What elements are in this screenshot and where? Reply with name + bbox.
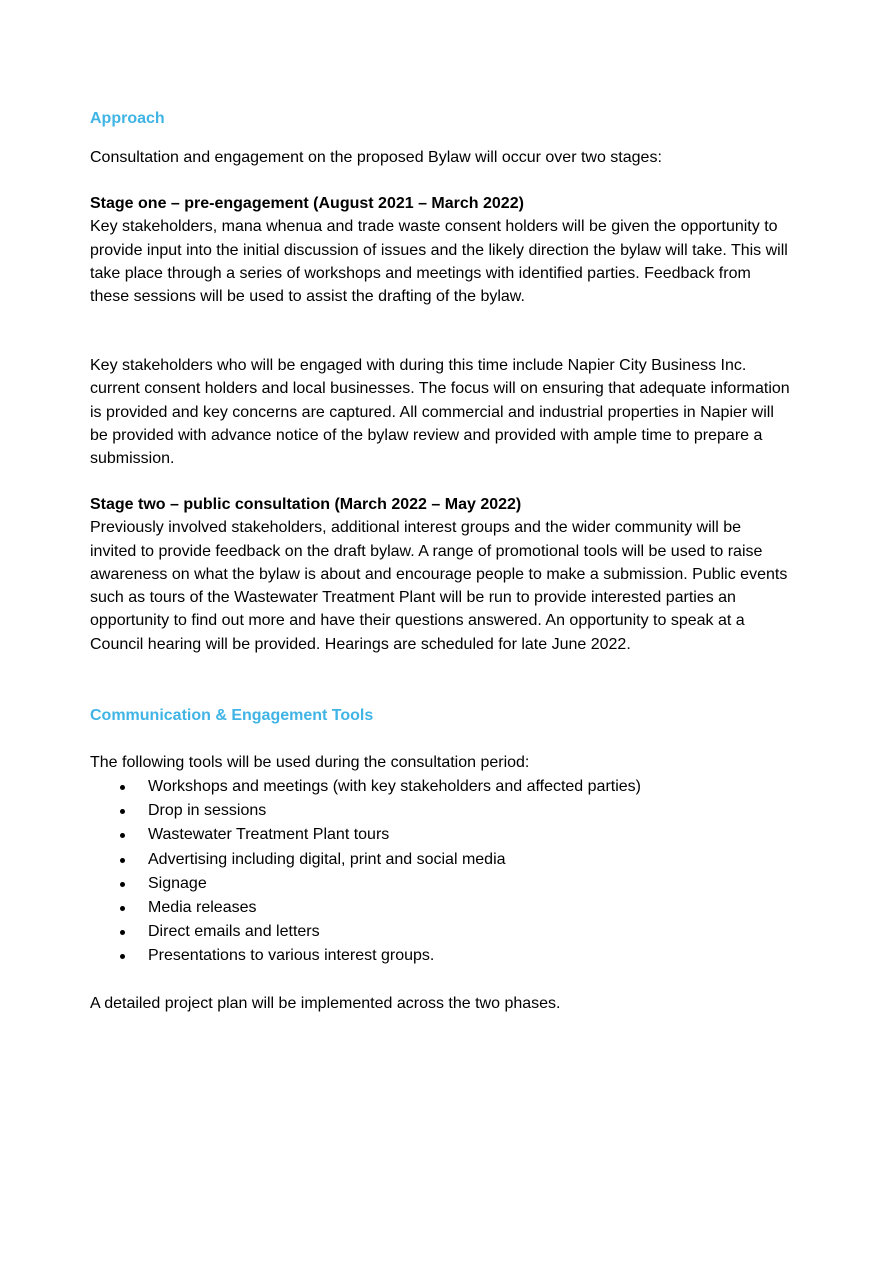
tools-heading: Communication & Engagement Tools xyxy=(90,707,374,724)
list-item-text: Presentations to various interest groups. xyxy=(148,947,435,965)
list-item xyxy=(90,823,641,847)
list-item-text: Wastewater Treatment Plant tours xyxy=(148,826,390,844)
stage-two-title: Stage two – public consultation (March 2022 – May 2022) xyxy=(90,496,522,513)
stage-one-section xyxy=(90,192,790,308)
list-item-text: Advertising including digital, print and social media xyxy=(148,850,506,868)
bullet-icon xyxy=(120,833,125,838)
stage-one-title: Stage one – pre-engagement (August 2021 – March 2022) xyxy=(90,195,524,212)
list-item xyxy=(90,944,641,968)
list-item xyxy=(90,896,641,920)
list-item xyxy=(90,848,641,872)
list-item-text: Workshops and meetings (with key stakeholders and affected parties) xyxy=(148,778,641,795)
tools-closing: A detailed project plan will be implemented across the two phases. xyxy=(90,995,561,1012)
list-item-text: Media releases xyxy=(148,899,257,917)
bullet-icon xyxy=(120,954,125,959)
bullet-icon xyxy=(120,858,125,863)
stage-two-section xyxy=(90,493,790,656)
bullet-icon xyxy=(120,930,125,935)
approach-intro: Consultation and engagement on the proposed Bylaw will occur over two stages: xyxy=(90,149,662,166)
approach-heading: Approach xyxy=(90,110,165,127)
tools-intro: The following tools will be used during the consultation period: xyxy=(90,754,530,771)
list-item-text: Signage xyxy=(148,874,207,892)
list-item xyxy=(90,799,641,823)
list-item xyxy=(90,872,641,896)
bullet-icon xyxy=(120,882,125,887)
stage-two-body: Previously involved stakeholders, additional interest groups and the wider community will be invited to provide feedback on the draft bylaw. A range of promotional tools will be used to raise awareness on what the bylaw is about and encourage people to make a submission. Public events such as tours of the Wastewater Treatment Plant will be run to provide interested parties an opportunity to find out more and have their questions answered. An opportunity to speak at a Council hearing will be provided. Hearings are scheduled for late June 2022. xyxy=(90,519,788,653)
stage-one-body-2: Key stakeholders who will be engaged with during this time include Napier City Business Inc. current consent holders and local businesses. The focus will on ensuring that adequate information is provided and key concerns are captured. All commercial and industrial properties in Napier will be provided with advance notice of the bylaw review and provided with ample time to prepare a submission. xyxy=(90,357,790,468)
list-item-text: Direct emails and letters xyxy=(148,923,320,941)
tools-list xyxy=(90,775,641,969)
bullet-icon xyxy=(120,809,125,814)
stage-one-body: Key stakeholders, mana whenua and trade waste consent holders will be given the opportunity to provide input into the initial discussion of issues and the likely direction the bylaw will take. This will take place through a series of workshops and meetings with identified parties. Feedback from these sessions will be used to assist the drafting of the bylaw. xyxy=(90,218,788,306)
list-item xyxy=(90,920,641,944)
bullet-icon xyxy=(120,906,125,911)
bullet-icon xyxy=(120,785,125,790)
list-item-text: Drop in sessions xyxy=(148,802,267,820)
list-item xyxy=(90,775,641,799)
